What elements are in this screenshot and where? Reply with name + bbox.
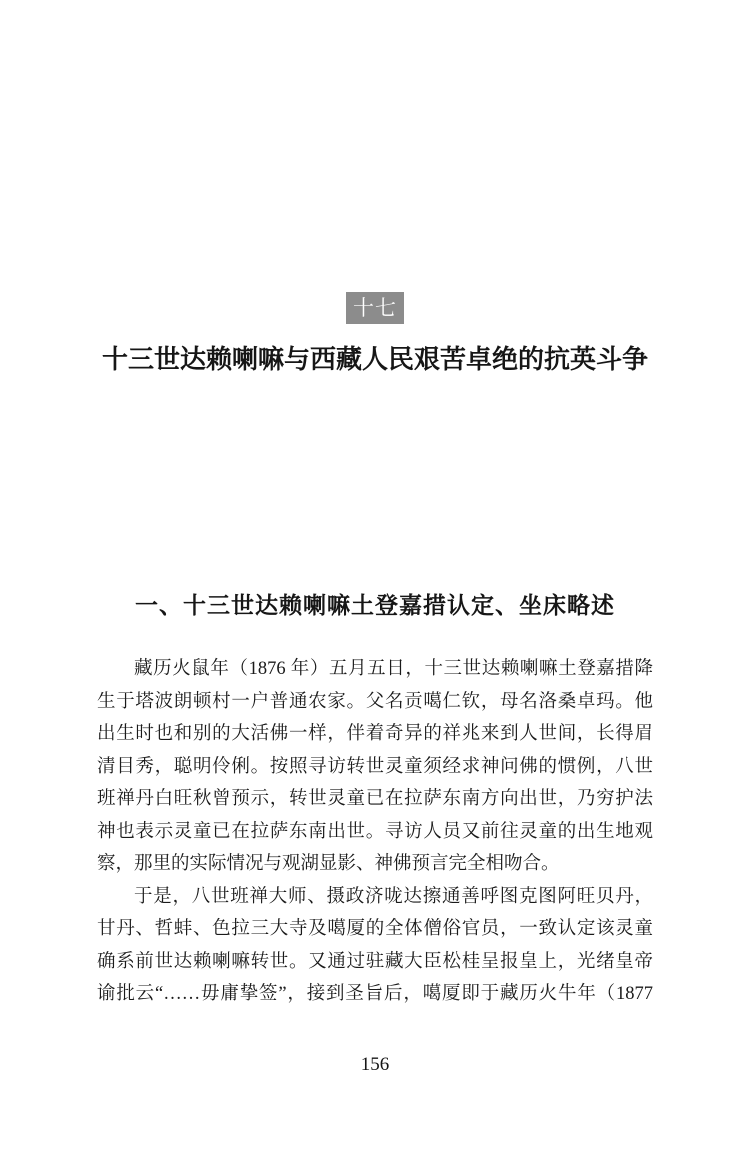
body-line: 谕批云“……毋庸挚签”，接到圣旨后，噶厦即于藏历火牛年（1877 — [97, 984, 653, 1004]
body-line: 生于塔波朗顿村一户普通农家。父名贡噶仁钦，母名洛桑卓玛。他 — [97, 691, 653, 712]
body-text — [97, 653, 653, 1011]
body-line: 藏历火鼠年（1876 年）五月五日，十三世达赖喇嘛土登嘉措降 — [134, 659, 653, 679]
chapter-number-badge — [346, 292, 404, 324]
body-line: 甘丹、哲蚌、色拉三大寺及噶厦的全体僧俗官员，一致认定该灵童 — [97, 919, 653, 939]
body-line: 察，那里的实际情况与观湖显影、神佛预言完全相吻合。 — [97, 854, 560, 874]
body-line: 确系前世达赖喇嘛转世。又通过驻藏大臣松桂呈报皇上，光绪皇帝 — [97, 951, 653, 972]
body-line: 出生时也和别的大活佛一样，伴着奇异的祥兆来到人世间，长得眉 — [97, 724, 653, 744]
chapter-number-label: 十七 — [353, 296, 397, 320]
body-line: 清目秀，聪明伶俐。按照寻访转世灵童须经求神问佛的惯例，八世 — [97, 756, 653, 777]
section-heading: 一、十三世达赖喇嘛土登嘉措认定、坐床略述 — [135, 592, 615, 618]
body-line: 班禅丹白旺秋曾预示，转世灵童已在拉萨东南方向出世，乃穷护法 — [97, 789, 653, 809]
body-line: 于是，八世班禅大师、摄政济咙达擦通善呼图克图阿旺贝丹， — [134, 886, 653, 907]
body-line: 神也表示灵童已在拉萨东南出世。寻访人员又前往灵童的出生地观 — [97, 821, 653, 842]
chapter-title: 十三世达赖喇嘛与西藏人民艰苦卓绝的抗英斗争 — [101, 345, 648, 374]
page-number: 156 — [360, 1054, 390, 1075]
